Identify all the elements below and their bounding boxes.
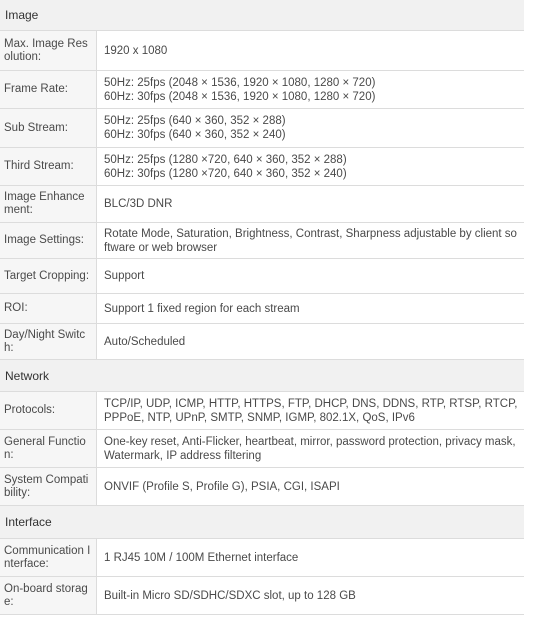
section-header-network: Network: [0, 360, 524, 392]
spec-label: Day/Night Switch:: [0, 324, 97, 359]
spec-value: One-key reset, Anti-Flicker, heartbeat, mirror, password protection, privacy mask, Watermark, IP address filtering: [104, 435, 516, 462]
spec-label: Max. Image Resolution:: [0, 31, 97, 70]
spec-label: Image Settings:: [0, 223, 97, 258]
spec-row-image-enhancement: [0, 186, 524, 223]
spec-row-target-cropping: [0, 259, 524, 294]
spec-label: On-board storage:: [0, 577, 97, 614]
spec-value: 1 RJ45 10M / 100M Ethernet interface: [104, 551, 299, 564]
spec-label: Sub Stream:: [0, 109, 97, 147]
spec-row-frame-rate: [0, 71, 524, 109]
spec-row-sub-stream: [0, 109, 524, 148]
spec-label: Communication Interface:: [0, 539, 97, 576]
spec-row-image-settings: [0, 223, 524, 259]
spec-row-communication-interface: [0, 539, 524, 577]
spec-value: TCP/IP, UDP, ICMP, HTTP, HTTPS, FTP, DHCP, DNS, DDNS, RTP, RTSP, RTCP, PPPoE, NTP, UPnP, SMTP, SNMP, IGMP, 802.1X, QoS, IPv6: [104, 397, 518, 424]
spec-value: 50Hz: 25fps (2048 × 1536, 1920 × 1080, 1280 × 720) 60Hz: 30fps (2048 × 1536, 1920 × 1080, 1280 × 720): [104, 76, 376, 103]
spec-value: Auto/Scheduled: [104, 335, 186, 348]
spec-row-on-board-storage: [0, 577, 524, 615]
spec-label: System Compatibility:: [0, 468, 97, 505]
spec-row-system-compatibility: [0, 468, 524, 506]
right-gutter: [524, 0, 534, 631]
section-header-image: Image: [0, 0, 524, 31]
spec-value: 1920 x 1080: [104, 44, 168, 57]
spec-label: ROI:: [0, 294, 97, 323]
spec-row-max-image-resolution: [0, 31, 524, 71]
spec-value: Support 1 fixed region for each stream: [104, 302, 300, 315]
spec-row-roi: [0, 294, 524, 324]
spec-value: BLC/3D DNR: [104, 198, 173, 210]
spec-label: Protocols:: [0, 392, 97, 429]
section-header-interface: Interface: [0, 506, 524, 539]
spec-row-protocols: [0, 392, 524, 430]
spec-label: Third Stream:: [0, 148, 97, 185]
spec-value: ONVIF (Profile S, Profile G), PSIA, CGI, ISAPI: [104, 480, 340, 493]
spec-row-day-night-switch: [0, 324, 524, 360]
spec-label: Frame Rate:: [0, 71, 97, 108]
spec-row-general-function: [0, 430, 524, 468]
spec-value: Built-in Micro SD/SDHC/SDXC slot, up to 128 GB: [104, 589, 356, 602]
spec-value: 50Hz: 25fps (640 × 360, 352 × 288) 60Hz: 30fps (640 × 360, 352 × 240): [104, 115, 286, 141]
spec-label: Target Cropping:: [0, 259, 97, 293]
spec-label: General Function:: [0, 430, 97, 467]
spec-row-third-stream: [0, 148, 524, 186]
spec-value: 50Hz: 25fps (1280 ×720, 640 × 360, 352 × 288) 60Hz: 30fps (1280 ×720, 640 × 360, 352 × 240): [104, 153, 347, 180]
spec-value: Rotate Mode, Saturation, Brightness, Contrast, Sharpness adjustable by client software or web browser: [104, 227, 517, 254]
spec-label: Image Enhancement:: [0, 186, 97, 222]
spec-value: Support: [104, 270, 145, 282]
